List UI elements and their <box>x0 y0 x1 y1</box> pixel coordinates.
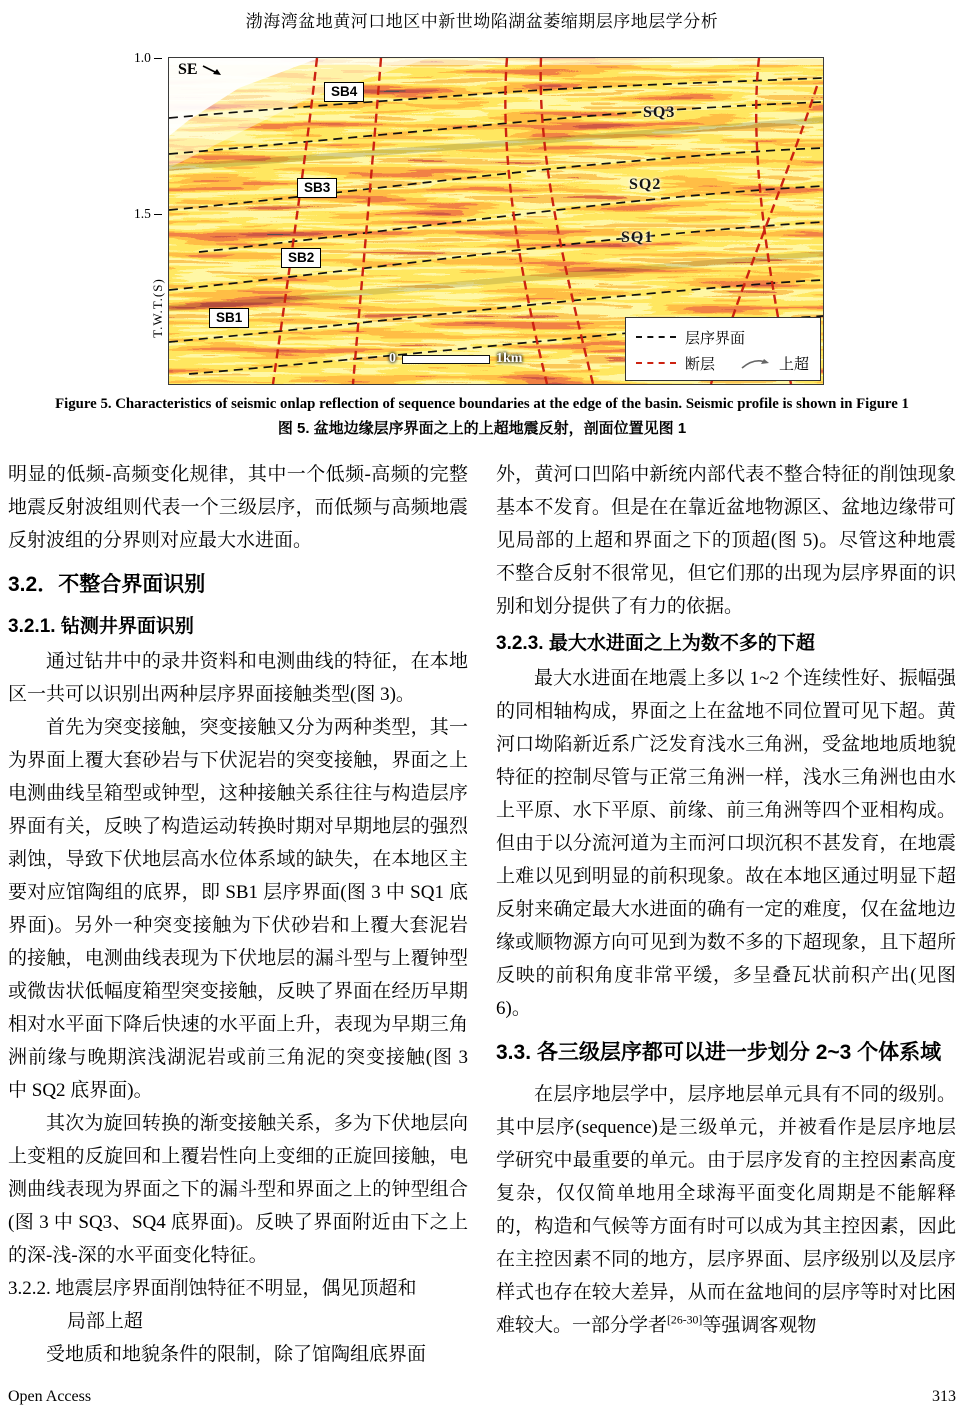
seismic-image <box>168 57 824 385</box>
body-paragraph: 明显的低频‐高频变化规律，其中一个低频‐高频的完整地震反射波组则代表一个三级层序，而低频与高频地震反射波组的分界则对应最大水进面。 <box>8 464 468 551</box>
figure-legend <box>625 317 821 381</box>
section-heading: 3.3. 各三级层序都可以进一步划分 2~3 个体系域 <box>496 1041 942 1064</box>
sequence-boundary-line-icon <box>636 336 676 338</box>
direction-label <box>178 61 223 79</box>
direction-arrow-icon <box>201 63 223 77</box>
boundary-label-sb4: SB4 <box>324 82 364 102</box>
section-heading: 3.2．不整合界面识别 <box>8 573 206 596</box>
tick-label: 1.5 <box>134 206 151 221</box>
tick-mark <box>154 58 162 59</box>
body-paragraph: 外，黄河口凹陷中新统内部代表不整合特征的削蚀现象基本不发育。但是在在靠近盆地物源区、盆地边缘带可见局部的上超和界面之下的顶超(图 5)。尽管这种地震不整合反射不很常见，但它们那的出现为层序界面的识别和划分提供了有力的依据。 <box>496 464 956 617</box>
boundary-label-sb1: SB1 <box>209 308 249 328</box>
tick-label: 1.0 <box>134 50 151 65</box>
section-heading: 3.2.1. 钻测井界面识别 <box>8 616 194 637</box>
twt-tick-1.0 <box>134 50 162 66</box>
page-footer <box>8 1388 956 1406</box>
legend-row-sequence-boundary <box>636 324 810 350</box>
figure-caption-en: Figure 5. Characteristics of seismic onlap reflection of sequence boundaries at the edge of the basin. Seismic profile is shown in Figure 1 <box>55 396 909 412</box>
sequence-label-sq1: SQ1 <box>621 229 654 246</box>
body-paragraph: 首先为突变接触，突变接触又分为两种类型，其一为界面上覆大套砂岩与下伏泥岩的突变接触，界面之上电测曲线呈箱型或钟型，这种接触关系往往与构造层序界面有关，反映了构造运动转换时期对早期地层的强烈剥蚀，导致下伏地层高水位体系域的缺失，在本地区主要对应馆陶组的底界，即 SB1 层序界面(图 3 中 SQ1 底界面)。另外一种突变接触为下伏砂岩和上覆大套泥岩的接触，电测曲线表现为下伏地层的漏斗型与上覆钟型或微齿状低幅度箱型突变接触，反映了界面在经历早期相对水平面下降后快速的水平面上升，表现为早期三角洲前缘与晚期滨浅湖泥岩或前三角泥的突变接触(图 3 中 SQ2 底界面)。 <box>8 717 468 1101</box>
body-paragraph: 在层序地层学中，层序地层单元具有不同的级别。其中层序(sequence)是三级单元，并被看作是层序地层学研究中最重要的单元。由于层序发育的主控因素高度复杂，仅仅简单地用全球海平面变化周期是不能解释的，构造和气候等方面有时可以成为其主控因素，因此在主控因素不同的地方，层序界面、层序级别以及层序样式也存在较大差异，从而在盆地间的层序等时对比困难较大。一部分学者[26-30]等强调客观物 <box>496 1084 956 1336</box>
paper-title: 渤海湾盆地黄河口地区中新世坳陷湖盆萎缩期层序地层学分析 <box>245 12 719 31</box>
boundary-label-sb2: SB2 <box>281 248 321 268</box>
scale-start-label: 0 <box>389 351 396 366</box>
legend-label-onlap: 上超 <box>779 356 810 373</box>
fault-line-icon <box>636 362 676 364</box>
scale-bar-rect <box>402 355 490 364</box>
tick-mark <box>154 214 162 215</box>
body-paragraph: 其次为旋回转换的渐变接触关系，多为下伏地层向上变粗的反旋回和上覆岩性向上变细的正旋回接触，电测曲线表现为界面之下的漏斗型和界面之上的钟型组合(图 3 中 SQ3、SQ4 底界面)。反映了界面附近由下之上的深‐浅‐深的水平面变化特征。 <box>8 1113 468 1266</box>
page-number: 313 <box>932 1388 956 1405</box>
figure-caption-zh: 图 5. 盆地边缘层序界面之上的上超地震反射，剖面位置见图 1 <box>277 420 687 437</box>
sequence-label-sq3: SQ3 <box>643 104 676 121</box>
legend-label-sequence-boundary: 层序界面 <box>685 330 746 347</box>
right-column <box>496 458 956 1342</box>
direction-text: SE <box>178 61 198 78</box>
scale-bar <box>389 351 522 367</box>
legend-label-fault: 断层 <box>685 356 716 373</box>
body-paragraph: 通过钻井中的录井资料和电测曲线的特征，在本地区一共可以识别出两种层序界面接触类型(图 3)。 <box>8 651 468 705</box>
body-paragraph: 受地质和地貌条件的限制，除了馆陶组底界面 <box>46 1344 427 1365</box>
body-paragraph: 最大水进面在地震上多以 1~2 个连续性好、振幅强的同相轴构成，界面之上在盆地不同位置可见下超。黄河口坳陷新近系广泛发育浅水三角洲，受盆地地质地貌特征的控制尽管与正常三角洲一样，浅水三角洲也由水上平原、水下平原、前缘、前三角洲等四个亚相构成。但由于以分流河道为主而河口坝沉积不甚发育，在地震上难以见到明显的前积现象。故在本地区通过明显下超反射来确定最大水进面的确有一定的难度，仅在盆地边缘或顺物源方向可见到为数不多的下超现象，且下超所反映的前积角度非常平缓，多呈叠瓦状前积产出(见图 6)。 <box>496 668 956 1019</box>
legend-row-fault-onlap <box>636 350 810 376</box>
sequence-label-sq2: SQ2 <box>629 176 662 193</box>
left-column <box>8 458 468 1371</box>
twt-tick-1.5 <box>134 206 162 222</box>
section-heading: 3.2.3. 最大水进面之上为数不多的下超 <box>496 633 815 654</box>
twt-axis-label: T.W.T.(S) <box>150 278 165 338</box>
section-heading: 3.2.2. 地震层序界面削蚀特征不明显，偶见顶超和 局部上超 <box>8 1278 417 1332</box>
scale-end-label: 1km <box>496 351 523 366</box>
boundary-label-sb3: SB3 <box>297 178 337 198</box>
figure-5 <box>0 48 964 392</box>
open-access-label: Open Access <box>8 1388 92 1405</box>
onlap-arrow-icon <box>740 356 770 370</box>
